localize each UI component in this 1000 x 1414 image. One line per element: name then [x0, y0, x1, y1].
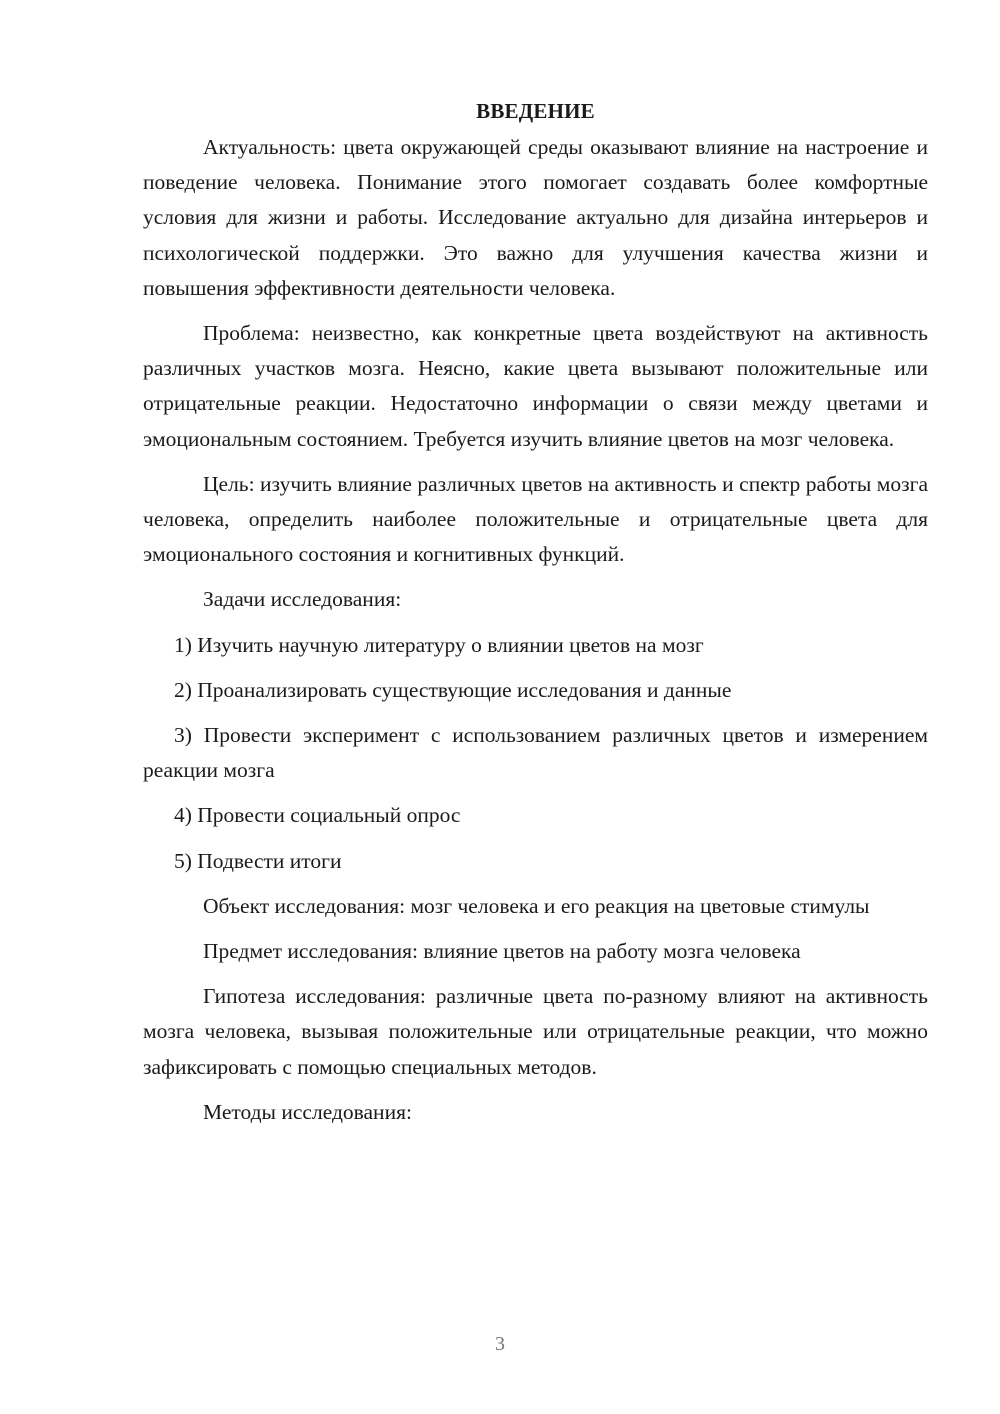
- page-number: 3: [495, 1333, 505, 1355]
- paragraph-goal: Цель: изучить влияние различных цветов на активность и спектр работы мозга человека, определить наиболее положительные и отрицательные цвета для эмоционального состояния и когнитивных функций.: [143, 471, 928, 567]
- paragraph-relevance: Актуальность: цвета окружающей среды оказывают влияние на настроение и поведение человека. Понимание этого помогает создавать более комфортные условия для жизни и работы. Исследование актуально для дизайна интерьеров и психологической поддержки. Это важно для улучшения качества жизни и повышения эффективности деятельности человека.: [143, 135, 928, 300]
- task-item: 4) Провести социальный опрос: [174, 803, 461, 828]
- methods-heading: Методы исследования:: [203, 1099, 412, 1124]
- document-page: [143, 96, 928, 1130]
- task-item: 2) Проанализировать существующие исследования и данные: [174, 677, 732, 702]
- task-item: 5) Подвести итоги: [174, 848, 342, 873]
- task-item: 1) Изучить научную литературу о влиянии цветов на мозг: [174, 632, 704, 657]
- task-item: 3) Провести эксперимент с использованием различных цветов и измерением реакции мозга: [143, 723, 928, 783]
- paragraph-object: Объект исследования: мозг человека и его реакция на цветовые стимулы: [203, 893, 870, 918]
- section-title: ВВЕДЕНИЕ: [476, 99, 595, 123]
- tasks-list: [143, 628, 928, 879]
- paragraph-problem: Проблема: неизвестно, как конкретные цвета воздействуют на активность различных участков мозга. Неясно, какие цвета вызывают положительные или отрицательные реакции. Недостаточно информации о связи между цветами и эмоциональным состоянием. Требуется изучить влияние цветов на мозг человека.: [143, 321, 928, 451]
- paragraph-subject: Предмет исследования: влияние цветов на работу мозга человека: [203, 939, 801, 964]
- tasks-heading: Задачи исследования:: [203, 587, 402, 612]
- paragraph-hypothesis: Гипотеза исследования: различные цвета по-разному влияют на активность мозга человека, вызывая положительные или отрицательные реакции, что можно зафиксировать с помощью специальных методов.: [143, 984, 928, 1079]
